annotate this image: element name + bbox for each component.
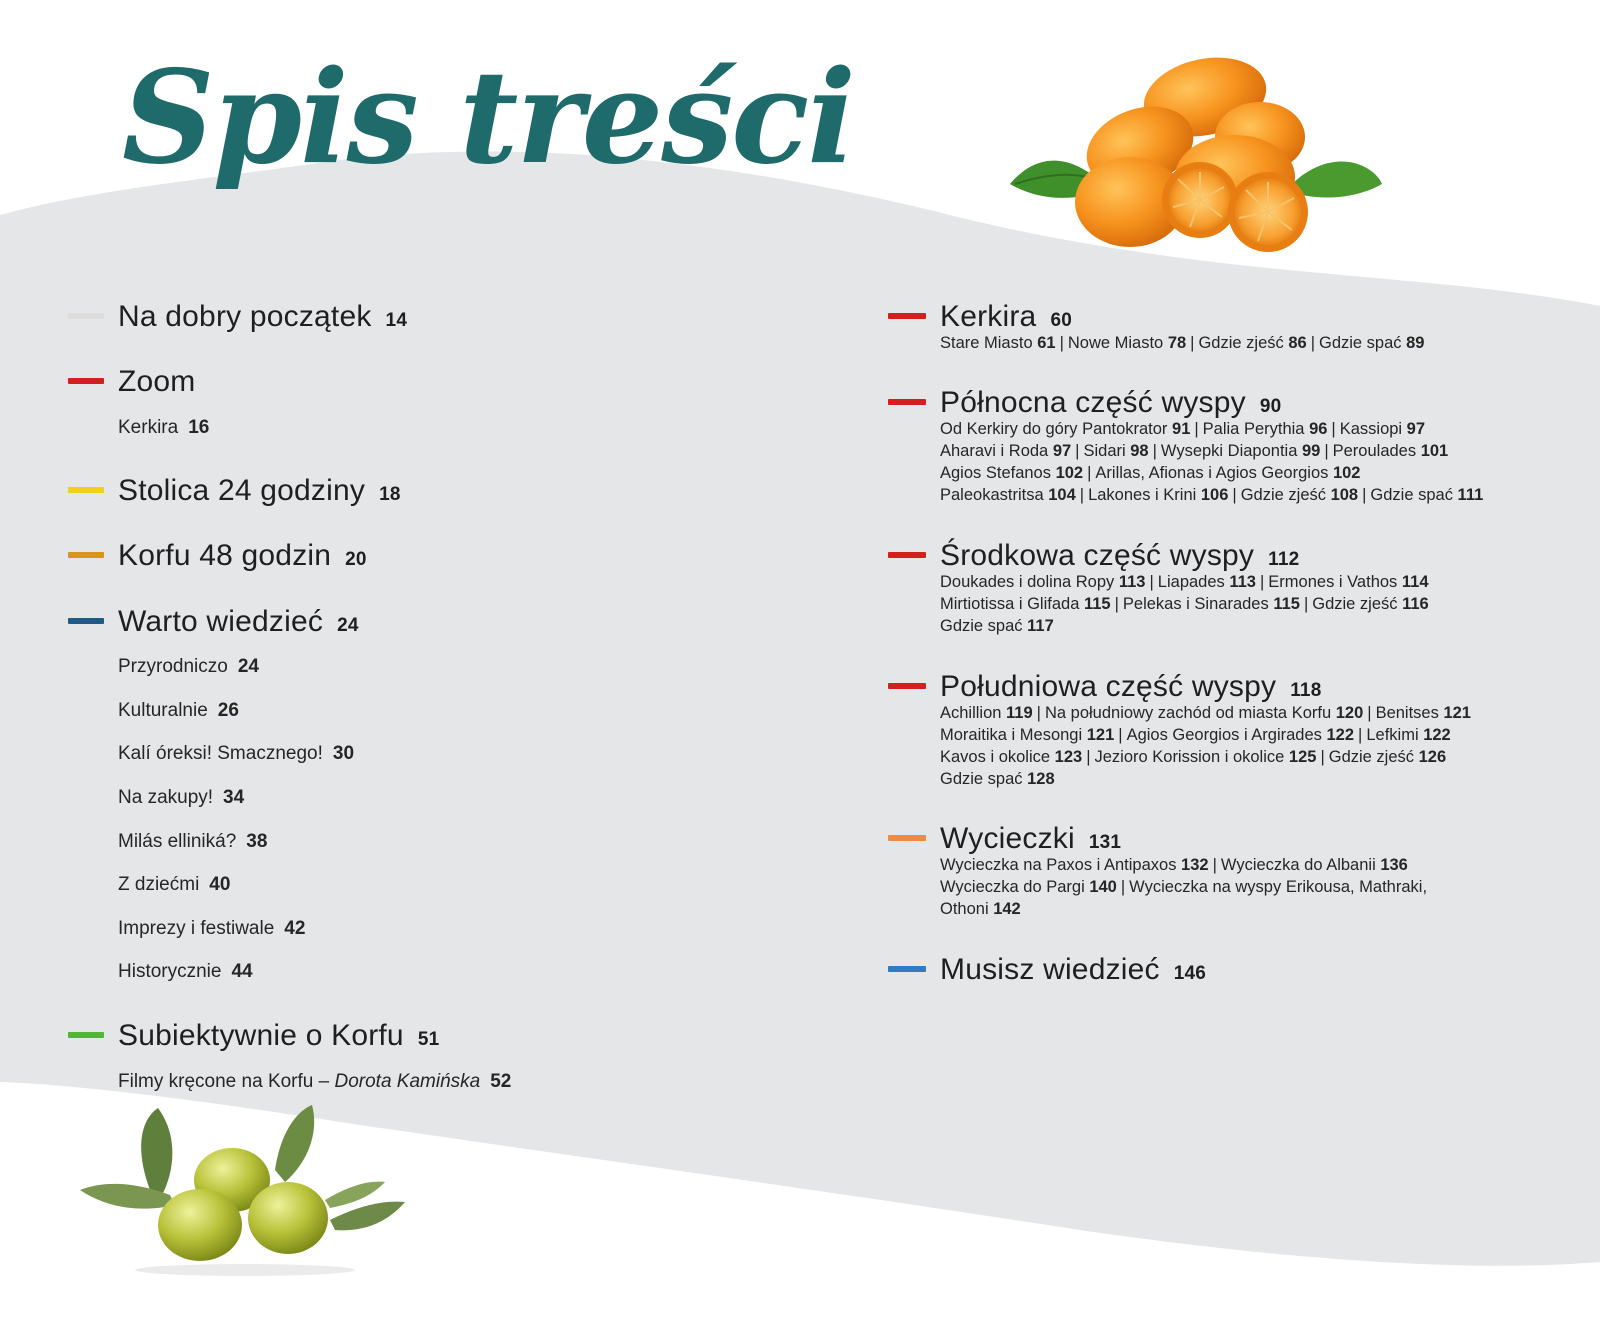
detail-label: Kassiopi	[1339, 420, 1403, 438]
detail-label: Gdzie spać	[940, 770, 1023, 788]
separator: |	[1152, 442, 1157, 460]
separator: |	[1190, 334, 1195, 352]
section-details	[940, 418, 1580, 506]
detail-link[interactable]	[940, 486, 1076, 504]
page-number: 40	[209, 874, 231, 895]
section-title: Środkowa część wyspy	[940, 539, 1255, 572]
section-color-bar	[888, 835, 926, 841]
section-heading	[940, 670, 1321, 704]
detail-link[interactable]	[1127, 726, 1354, 744]
separator: |	[1149, 573, 1154, 591]
page-number: 24	[337, 615, 359, 636]
detail-link[interactable]	[1088, 486, 1228, 504]
section-color-bar	[68, 487, 104, 493]
toc-subentry-kerkira[interactable]	[118, 417, 209, 439]
detail-label: Gdzie zjeść	[1198, 334, 1284, 352]
detail-link[interactable]	[940, 334, 1056, 352]
detail-link[interactable]	[940, 748, 1082, 766]
page-number: 102	[1328, 464, 1361, 482]
olives-image	[80, 1100, 410, 1280]
section-details	[940, 854, 1580, 920]
detail-link[interactable]	[940, 726, 1114, 744]
detail-label: Gdzie spać	[1370, 486, 1453, 504]
detail-link[interactable]	[1268, 573, 1428, 591]
detail-link[interactable]	[940, 704, 1033, 722]
subentry-label: Kulturalnie	[118, 700, 208, 721]
detail-link[interactable]	[1161, 442, 1320, 460]
page-number: 108	[1326, 486, 1359, 504]
detail-link[interactable]	[940, 464, 1083, 482]
page-number: 146	[1173, 963, 1207, 984]
separator: |	[1075, 442, 1080, 460]
detail-label: Stare Miasto	[940, 334, 1033, 352]
page-number: 61	[1032, 334, 1056, 352]
detail-link[interactable]	[1340, 420, 1425, 438]
page-number: 113	[1224, 573, 1256, 591]
separator: |	[1331, 420, 1336, 438]
section-title: Musisz wiedzieć	[940, 953, 1160, 986]
detail-label: Jezioro Korission i okolice	[1094, 748, 1285, 766]
toc-subentry-filmy-krecone[interactable]	[118, 1071, 511, 1093]
detail-link[interactable]	[940, 900, 1021, 918]
section-color-bar	[68, 313, 104, 319]
page-number: 97	[1048, 442, 1072, 460]
section-color-bar	[68, 378, 104, 384]
detail-label: Sidari	[1083, 442, 1126, 460]
page-number: 140	[1084, 878, 1117, 896]
page-number: 128	[1022, 770, 1055, 788]
detail-label: Aharavi i Roda	[940, 442, 1049, 460]
separator: |	[1120, 878, 1126, 896]
page-number: 86	[1283, 334, 1307, 352]
detail-link[interactable]	[940, 878, 1117, 896]
detail-label: Peroulades	[1332, 442, 1417, 460]
section-title: Na dobry początek	[118, 300, 372, 333]
section-color-bar	[888, 966, 926, 972]
detail-line	[940, 876, 1580, 898]
separator: |	[1114, 595, 1119, 613]
detail-line	[940, 571, 1580, 593]
page-number: 78	[1163, 334, 1187, 352]
detail-line	[940, 702, 1580, 724]
detail-label: Benitses	[1375, 704, 1439, 722]
separator: |	[1324, 442, 1329, 460]
page-number: 122	[1418, 726, 1451, 744]
section-title: Stolica 24 godziny	[118, 474, 366, 507]
page-number: 44	[231, 961, 253, 982]
page-number: 131	[1088, 832, 1122, 853]
section-heading	[118, 1019, 439, 1053]
section-title: Wycieczki	[940, 822, 1075, 855]
section-heading	[118, 300, 407, 334]
detail-line	[940, 484, 1580, 506]
separator: |	[1320, 748, 1325, 766]
page-number: 113	[1114, 573, 1146, 591]
detail-link[interactable]	[940, 770, 1055, 788]
page-number: 38	[246, 831, 268, 852]
detail-link[interactable]	[1312, 595, 1429, 613]
detail-label: Lefkimi	[1366, 726, 1419, 744]
toc-subentry-kali-oreksi[interactable]	[118, 743, 354, 765]
detail-label: Gdzie spać	[940, 617, 1023, 635]
page-number: 60	[1050, 310, 1072, 331]
detail-line	[940, 768, 1580, 790]
toc-subentry-imprezy-i-festiwale[interactable]	[118, 918, 305, 940]
subentry-label: Filmy kręcone na Korfu –	[118, 1071, 335, 1092]
subentry-label: Historycznie	[118, 961, 222, 982]
page-number: 119	[1001, 704, 1033, 722]
detail-link[interactable]	[1045, 704, 1363, 722]
section-heading	[118, 605, 359, 639]
subentry-label: Milás elliniká?	[118, 831, 237, 852]
page-number: 122	[1321, 726, 1355, 744]
separator: |	[1260, 573, 1265, 591]
section-heading	[118, 539, 367, 573]
page-number: 18	[379, 484, 401, 505]
separator: |	[1086, 748, 1091, 766]
page-number: 101	[1416, 442, 1449, 460]
detail-link[interactable]	[940, 442, 1071, 460]
page-number: 20	[345, 549, 367, 570]
kumquats-image	[1010, 52, 1390, 262]
page-number: 30	[332, 743, 355, 764]
detail-label: Nowe Miasto	[1067, 334, 1164, 352]
detail-label: Agios Stefanos	[940, 464, 1051, 482]
page-number: 51	[417, 1029, 440, 1050]
section-heading	[940, 539, 1299, 573]
section-heading	[940, 953, 1206, 987]
page-number: 116	[1397, 595, 1429, 613]
section-color-bar	[68, 1032, 104, 1038]
separator: |	[1362, 486, 1367, 504]
toc-subentry-historycznie[interactable]	[118, 961, 253, 983]
separator: |	[1212, 856, 1217, 874]
detail-link[interactable]	[940, 856, 1209, 874]
detail-link[interactable]	[1221, 856, 1408, 874]
separator: |	[1087, 464, 1092, 482]
detail-link[interactable]	[1095, 464, 1360, 482]
detail-label: Gdzie zjeść	[1312, 595, 1398, 613]
section-title: Południowa część wyspy	[940, 670, 1277, 703]
detail-label: Doukades i dolina Ropy	[940, 573, 1115, 591]
section-title: Kerkira	[940, 300, 1037, 333]
page-number: 136	[1375, 856, 1408, 874]
page-number: 111	[1452, 486, 1484, 504]
page-number: 106	[1196, 486, 1229, 504]
subentry-label: Przyrodniczo	[118, 656, 228, 677]
detail-link[interactable]	[940, 595, 1111, 613]
page-number: 118	[1290, 680, 1322, 701]
separator: |	[1232, 486, 1237, 504]
separator: |	[1358, 726, 1363, 744]
page-number: 42	[284, 918, 306, 939]
section-title: Zoom	[118, 365, 196, 398]
detail-link[interactable]	[1129, 878, 1427, 896]
section-title: Subiektywnie o Korfu	[118, 1019, 404, 1052]
section-title: Korfu 48 godzin	[118, 539, 332, 572]
section-title: Północna część wyspy	[940, 386, 1246, 419]
section-details	[940, 571, 1580, 637]
separator: |	[1059, 334, 1064, 352]
page-number: 117	[1022, 617, 1054, 635]
section-color-bar	[888, 683, 926, 689]
page-number: 123	[1050, 748, 1083, 766]
separator: |	[1367, 704, 1372, 722]
page-number: 114	[1397, 573, 1429, 591]
toc-subentry-kulturalnie[interactable]	[118, 700, 239, 722]
detail-link[interactable]	[1366, 726, 1450, 744]
section-heading	[118, 365, 196, 399]
separator: |	[1118, 726, 1123, 744]
detail-label: Othoni	[940, 900, 989, 918]
toc-subentry-na-zakupy[interactable]	[118, 787, 244, 809]
separator: |	[1194, 420, 1199, 438]
page-number: 102	[1051, 464, 1084, 482]
separator: |	[1036, 704, 1041, 722]
detail-label: Wycieczka do Albanii	[1220, 856, 1376, 874]
section-color-bar	[68, 618, 104, 624]
page-number: 115	[1079, 595, 1111, 613]
detail-label: Gdzie spać	[1318, 334, 1402, 352]
detail-label: Agios Georgios i Argirades	[1126, 726, 1322, 744]
detail-link[interactable]	[1198, 334, 1306, 352]
page-number: 24	[237, 656, 259, 677]
page-number: 96	[1304, 420, 1328, 438]
detail-label: Na południowy zachód od miasta Korfu	[1044, 704, 1332, 722]
detail-label: Ermones i Vathos	[1268, 573, 1398, 591]
detail-label: Palia Perythia	[1202, 420, 1305, 438]
detail-label: Wysepki Diapontia	[1160, 442, 1298, 460]
page-number: 142	[988, 900, 1021, 918]
subentry-label: Kalí óreksi! Smacznego!	[118, 743, 323, 764]
detail-link[interactable]	[940, 573, 1146, 591]
page-number: 126	[1414, 748, 1447, 766]
section-color-bar	[888, 399, 926, 405]
separator: |	[1310, 334, 1315, 352]
page-number: 132	[1176, 856, 1209, 874]
section-heading	[940, 822, 1121, 856]
page-number: 89	[1401, 334, 1425, 352]
page-number: 125	[1284, 748, 1317, 766]
detail-label: Arillas, Afionas i Agios Georgios	[1095, 464, 1329, 482]
detail-link[interactable]	[1319, 334, 1424, 352]
detail-line	[940, 332, 1580, 354]
detail-label: Paleokastritsa	[940, 486, 1044, 504]
subentry-label: Z dziećmi	[118, 874, 200, 895]
detail-label: Wycieczka na Paxos i Antipaxos	[940, 856, 1177, 874]
section-details	[940, 702, 1580, 790]
detail-label: Lakones i Krini	[1088, 486, 1197, 504]
toc-subentry-milas-ellinika[interactable]	[118, 831, 267, 853]
page-number: 99	[1297, 442, 1321, 460]
detail-line	[940, 898, 1580, 920]
page-number: 121	[1438, 704, 1471, 722]
page-number: 98	[1125, 442, 1149, 460]
page-number: 91	[1167, 420, 1191, 438]
toc-subentry-z-dziecmi[interactable]	[118, 874, 230, 896]
section-details	[940, 332, 1580, 354]
page-number: 14	[385, 310, 408, 331]
page-number: 115	[1268, 595, 1300, 613]
page-number: 34	[223, 787, 245, 808]
detail-label: Wycieczka na wyspy Erikousa, Mathraki,	[1129, 878, 1428, 896]
detail-label: Od Kerkiry do góry Pantokrator	[940, 420, 1168, 438]
page-number: 121	[1082, 726, 1115, 744]
page-number: 26	[217, 700, 239, 721]
detail-line	[940, 462, 1580, 484]
detail-link[interactable]	[940, 617, 1054, 635]
detail-label: Pelekas i Sinarades	[1122, 595, 1269, 613]
detail-link[interactable]	[1158, 573, 1256, 591]
detail-label: Gdzie zjeść	[1240, 486, 1326, 504]
section-color-bar	[888, 552, 926, 558]
section-color-bar	[68, 552, 104, 558]
detail-line	[940, 615, 1580, 637]
page-number: 97	[1402, 420, 1426, 438]
page-title: Spis treści	[122, 43, 854, 193]
subentry-label: Kerkira	[118, 417, 179, 438]
detail-label: Mirtiotissa i Glifada	[940, 595, 1080, 613]
subentry-label: Imprezy i festiwale	[118, 918, 275, 939]
separator: |	[1079, 486, 1085, 504]
section-heading	[940, 386, 1281, 420]
page-number: 16	[188, 417, 210, 438]
detail-link[interactable]	[1376, 704, 1471, 722]
detail-label: Achillion	[940, 704, 1002, 722]
detail-link[interactable]	[1068, 334, 1186, 352]
page-number: 120	[1331, 704, 1364, 722]
subentry-author: Dorota Kamińska	[334, 1071, 481, 1092]
section-color-bar	[888, 313, 926, 319]
detail-link[interactable]	[1333, 442, 1449, 460]
page-number: 90	[1259, 396, 1282, 417]
detail-line	[940, 593, 1580, 615]
page-number: 52	[490, 1071, 512, 1092]
page-number: 104	[1043, 486, 1076, 504]
toc-subentry-przyrodniczo[interactable]	[118, 656, 259, 678]
section-title: Warto wiedzieć	[118, 605, 324, 638]
detail-link[interactable]	[1094, 748, 1316, 766]
detail-label: Moraitika i Mesongi	[940, 726, 1083, 744]
detail-label: Liapades	[1157, 573, 1225, 591]
detail-link[interactable]	[1123, 595, 1300, 613]
detail-link[interactable]	[940, 420, 1190, 438]
detail-line	[940, 724, 1580, 746]
detail-label: Wycieczka do Pargi	[940, 878, 1085, 896]
subentry-label: Na zakupy!	[118, 787, 214, 808]
detail-label: Gdzie zjeść	[1328, 748, 1415, 766]
page-number: 112	[1268, 549, 1300, 570]
detail-line	[940, 418, 1580, 440]
separator: |	[1303, 595, 1309, 613]
detail-link[interactable]	[1241, 486, 1358, 504]
section-heading	[940, 300, 1072, 334]
detail-link[interactable]	[1083, 442, 1148, 460]
section-heading	[118, 474, 401, 508]
detail-label: Kavos i okolice	[940, 748, 1051, 766]
detail-line	[940, 746, 1580, 768]
detail-line	[940, 854, 1580, 876]
detail-link[interactable]	[1370, 486, 1483, 504]
detail-link[interactable]	[1203, 420, 1328, 438]
detail-link[interactable]	[1329, 748, 1446, 766]
detail-line	[940, 440, 1580, 462]
